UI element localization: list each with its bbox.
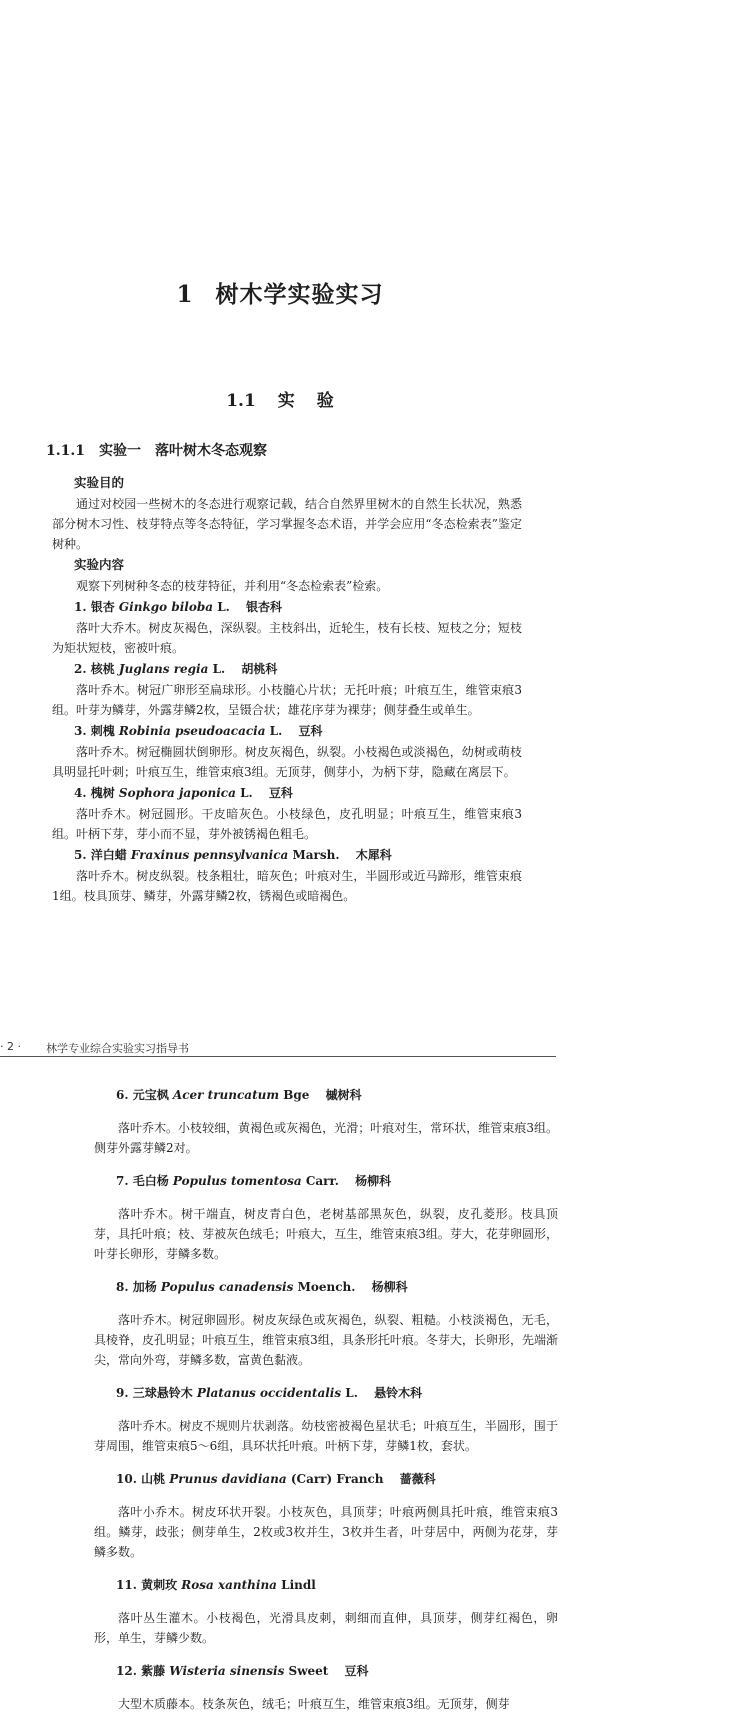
entry-description: 落叶丛生灌木。小枝褐色，光滑具皮刺，刺细而直伸，具顶芽，侧芽红褐色，卵形，单生，芽鳞少数。 — [94, 1611, 558, 1645]
entry-family: 豆科 — [298, 724, 323, 738]
entry-heading — [52, 720, 522, 742]
entry-family: 杨柳科 — [371, 1280, 408, 1294]
entry-list-page-1 — [52, 596, 522, 906]
entry-description: 落叶乔木。树冠圆形。干皮暗灰色。小枝绿色，皮孔明显；叶痕互生，维管束痕3组。叶柄下芽，芽小而不显，芽外被锈褐色粗毛。 — [52, 807, 522, 841]
entry-heading — [94, 1382, 558, 1404]
entry-description: 落叶乔木。树干端直，树皮青白色，老树基部黑灰色，纵裂，皮孔菱形。枝具顶芽，具托叶痕；枝、芽被灰色绒毛；叶痕大，互生，维管束痕3组。芽大，花芽卵圆形，叶芽长卵形，芽鳞多数。 — [94, 1207, 558, 1261]
page-2 — [0, 1028, 750, 1711]
content-heading: 实验内容 — [74, 557, 125, 572]
entry-scientific-name: Populus canadensis — [160, 1280, 294, 1294]
subsection-number: 1.1.1 — [46, 443, 85, 459]
entry-author: L. — [269, 724, 283, 738]
entry-scientific-name: Sophora japonica — [118, 786, 236, 800]
entry-author: L. — [212, 662, 226, 676]
section-title — [0, 386, 560, 411]
entry-family: 豆科 — [268, 786, 293, 800]
entry-chinese-name: 核桃 — [90, 662, 115, 676]
entry-author: Bge — [283, 1088, 310, 1102]
entry-family: 银杏科 — [246, 600, 283, 614]
entry-scientific-name: Prunus davidiana — [169, 1472, 287, 1486]
entry-description: 落叶乔木。树冠卵圆形。树皮灰绿色或灰褐色，纵裂、粗糙。小枝淡褐色，无毛，具棱脊，皮孔明显；叶痕互生，维管束痕3组，具条形托叶痕。冬芽大，长卵形，先端渐尖，常向外弯，芽鳞多数，富黄色黏液。 — [94, 1313, 558, 1367]
entry-scientific-name: Acer truncatum — [172, 1088, 280, 1102]
entry-author: L. — [217, 600, 230, 614]
entry-heading — [52, 844, 522, 866]
entry-family: 杨柳科 — [355, 1174, 392, 1188]
entry-chinese-name: 银杏 — [90, 600, 115, 614]
entry-number: 4. — [74, 786, 87, 800]
entry-description: 落叶乔木。树冠广卵形至扁球形。小枝髓心片状；无托叶痕；叶痕互生，维管束痕3组。叶芽为鳞芽，外露芽鳞2枚，呈镊合状；雄花序芽为裸芽；侧芽叠生或单生。 — [52, 683, 522, 717]
entry-number: 5. — [74, 848, 87, 862]
chapter-title-text: 树木学实验实习 — [215, 281, 384, 308]
entry-chinese-name: 洋白蜡 — [90, 848, 127, 862]
entry-number: 7. — [116, 1174, 129, 1188]
entry-scientific-name: Robinia pseudoacacia — [118, 724, 266, 738]
entry-heading — [94, 1468, 558, 1490]
content-intro: 观察下列树种冬态的枝芽特征，并利用“冬态检索表”检索。 — [76, 579, 389, 593]
chapter-title — [0, 276, 560, 309]
entry-chinese-name: 毛白杨 — [132, 1174, 169, 1188]
entry-number: 9. — [116, 1386, 129, 1400]
entry-number: 3. — [74, 724, 87, 738]
entry-number: 10. — [116, 1472, 137, 1486]
entry-scientific-name: Fraxinus pennsylvanica — [130, 848, 289, 862]
purpose-text: 通过对校园一些树木的冬态进行观察记载，结合自然界里树木的自然生长状况，熟悉部分树木习性、枝芽特点等冬态特征，学习掌握冬态术语，并学会应用“冬态检索表”鉴定树种。 — [52, 497, 522, 551]
entry-list-page-2 — [94, 1072, 558, 1726]
entry-family: 木犀科 — [355, 848, 392, 862]
entry-family: 槭树科 — [325, 1088, 362, 1102]
entry-family: 豆科 — [344, 1664, 369, 1678]
entry-heading — [94, 1084, 558, 1106]
entry-description: 落叶乔木。树皮不规则片状剥落。幼枝密被褐色星状毛；叶痕互生，半圆形，围于芽周围，维管束痕5～6组，具环状托叶痕。叶柄下芽，芽鳞1枚，套状。 — [94, 1419, 558, 1453]
entry-family: 胡桃科 — [241, 662, 278, 676]
subsection-label: 实验一 — [98, 443, 141, 459]
section-number: 1.1 — [226, 391, 256, 411]
entry-scientific-name: Juglans regia — [118, 662, 209, 676]
entry-chinese-name: 槐树 — [90, 786, 115, 800]
entry-chinese-name: 元宝枫 — [132, 1088, 169, 1102]
purpose-heading: 实验目的 — [74, 475, 125, 490]
section-title-a: 实 — [277, 391, 295, 411]
entry-heading — [94, 1276, 558, 1298]
entry-number: 8. — [116, 1280, 129, 1294]
entry-family: 悬铃木科 — [374, 1386, 423, 1400]
entry-scientific-name: Rosa xanthina — [181, 1578, 277, 1592]
entry-description: 大型木质藤本。枝条灰色，绒毛；叶痕互生，维管束痕3组。无顶芽，侧芽 — [118, 1697, 510, 1711]
entry-number: 12. — [116, 1664, 137, 1678]
running-title: 林学专业综合实验实习指导书 — [46, 1042, 189, 1055]
entry-chinese-name: 三球悬铃木 — [132, 1386, 193, 1400]
entry-author: Moench. — [297, 1280, 356, 1294]
entry-heading — [52, 782, 522, 804]
page-number: · 2 · — [0, 1040, 21, 1053]
entry-heading — [94, 1170, 558, 1192]
entry-description: 落叶乔木。树冠椭圆状倒卵形。树皮灰褐色，纵裂。小枝褐色或淡褐色，幼树或萌枝具明显托叶刺；叶痕互生，维管束痕3组。无顶芽，侧芽小，为柄下芽，隐藏在离层下。 — [52, 745, 522, 779]
entry-author: Carr. — [305, 1174, 339, 1188]
entry-author: Lindl — [281, 1578, 316, 1592]
entry-chinese-name: 刺槐 — [90, 724, 115, 738]
entry-scientific-name: Populus tomentosa — [172, 1174, 302, 1188]
entry-number: 6. — [116, 1088, 129, 1102]
entry-description: 落叶乔木。树皮纵裂。枝条粗壮，暗灰色；叶痕对生，半圆形或近马蹄形，维管束痕1组。枝具顶芽、鳞芽，外露芽鳞2枚，锈褐色或暗褐色。 — [52, 869, 522, 903]
entry-scientific-name: Ginkgo biloba — [118, 600, 214, 614]
entry-heading — [94, 1660, 558, 1682]
entry-description: 落叶小乔木。树皮环状开裂。小枝灰色，具顶芽；叶痕两侧具托叶痕，维管束痕3组。鳞芽，歧张；侧芽单生，2枚或3枚并生，3枚并生者，叶芽居中，两侧为花芽，芽鳞多数。 — [94, 1505, 558, 1559]
entry-author: Marsh. — [292, 848, 340, 862]
subsection-title — [46, 440, 267, 460]
entry-heading — [52, 596, 522, 618]
entry-author: (Carr) Franch — [290, 1472, 384, 1486]
entry-heading — [52, 658, 522, 680]
entry-scientific-name: Platanus occidentalis — [196, 1386, 342, 1400]
body-text — [52, 472, 522, 906]
entry-number: 11. — [116, 1578, 137, 1592]
entry-chinese-name: 加杨 — [132, 1280, 157, 1294]
entry-author: L. — [345, 1386, 358, 1400]
chapter-number: 1 — [176, 281, 194, 308]
entry-chinese-name: 山桃 — [141, 1472, 166, 1486]
entry-family: 蔷薇科 — [399, 1472, 436, 1486]
entry-scientific-name: Wisteria sinensis — [169, 1664, 285, 1678]
entry-chinese-name: 紫藤 — [141, 1664, 166, 1678]
entry-number: 1. — [74, 600, 87, 614]
entry-description: 落叶乔木。小枝较细，黄褐色或灰褐色，光滑；叶痕对生，常环状，维管束痕3组。侧芽外露芽鳞2对。 — [94, 1121, 558, 1155]
entry-chinese-name: 黄刺玫 — [141, 1578, 178, 1592]
entry-description: 落叶大乔木。树皮灰褐色，深纵裂。主枝斜出，近轮生，枝有长枝、短枝之分；短枝为矩状短枝，密被叶痕。 — [52, 621, 522, 655]
header-rule — [0, 1056, 556, 1057]
section-title-b: 验 — [316, 391, 334, 411]
entry-heading — [94, 1574, 558, 1596]
entry-number: 2. — [74, 662, 87, 676]
entry-author: Sweet — [288, 1664, 329, 1678]
subsection-title-text: 落叶树木冬态观察 — [154, 443, 267, 459]
entry-author: L. — [240, 786, 253, 800]
